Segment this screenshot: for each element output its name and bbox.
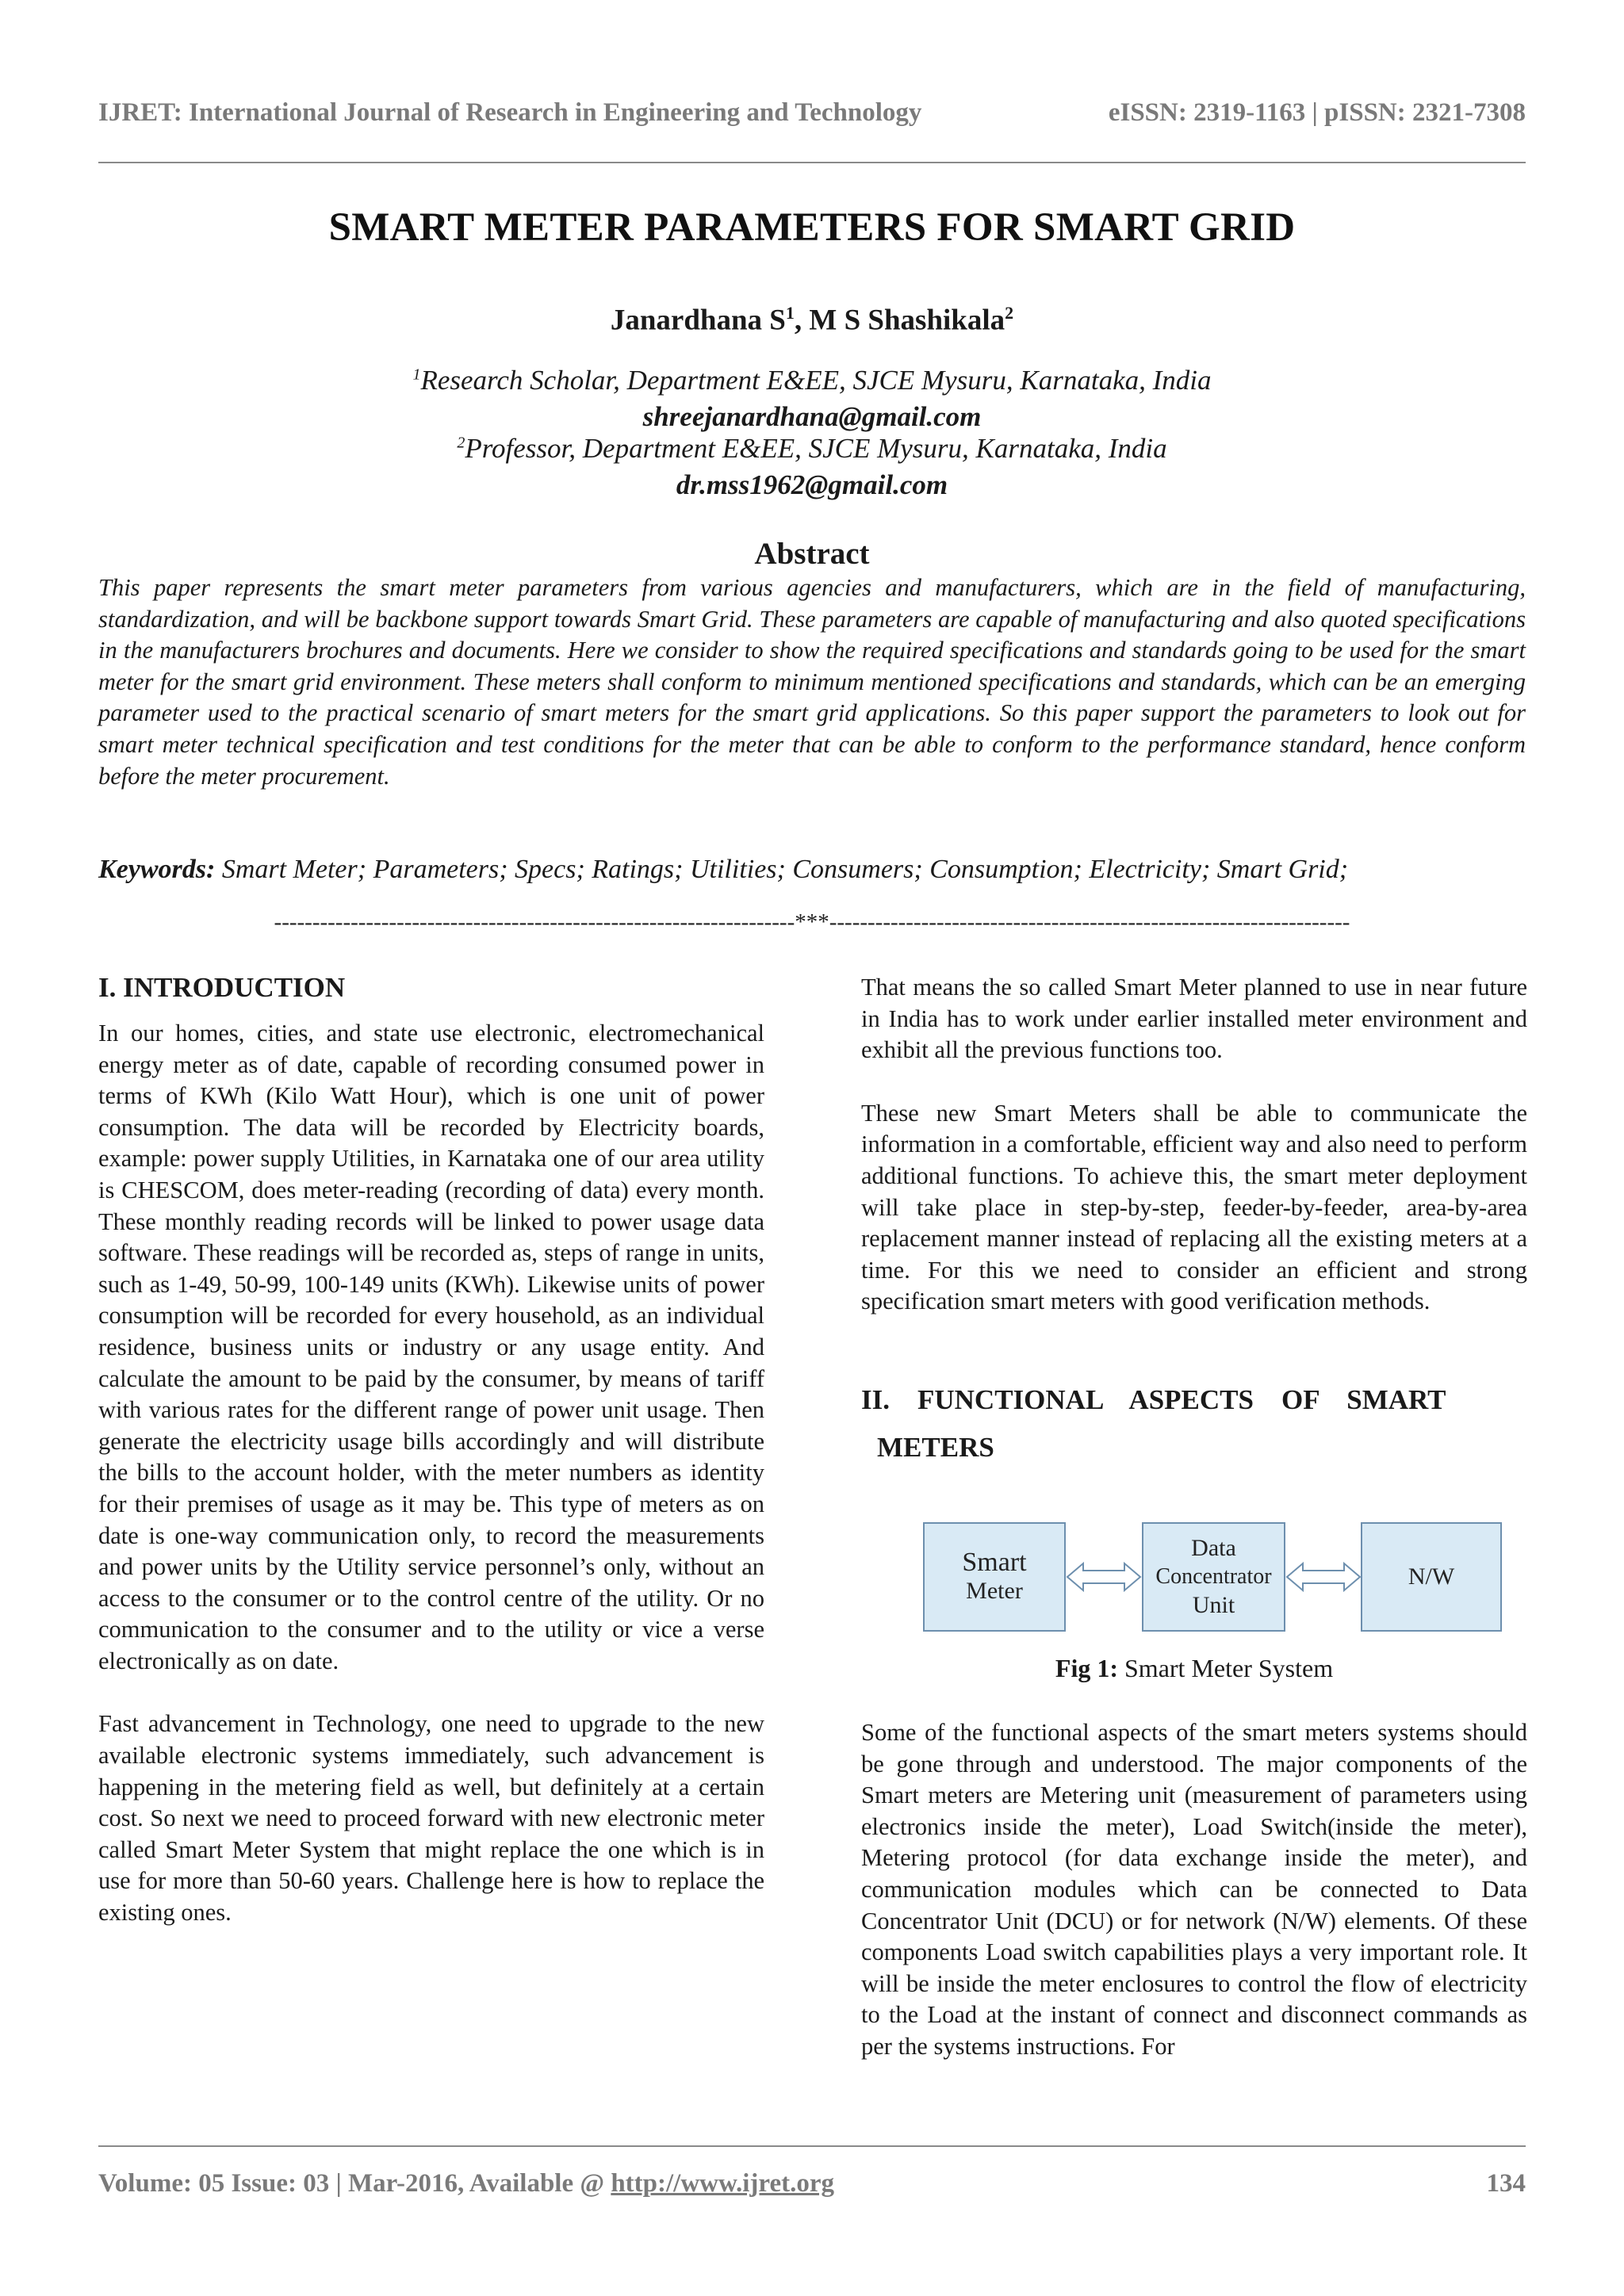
left-column xyxy=(98,972,764,1929)
abstract-text: This paper represents the smart meter parameters from various agencies and manufacturers, which are in the field of manufacturing, standardization, and will be backbone support towards Smart Grid. These parameters are capable of manufacturing and also quoted specifications in the manufacturers brochures and documents. Here we consider to show the required specifications and standards going to be used for the smart meter for the smart grid environment. These meters shall conform to minimum mentioned specifications and standards, which can be an emerging parameter used to the practical scenario of smart meters for the smart grid applications. So this paper support the parameters to look out for smart meter technical specification and test conditions for the meter that can be able to conform to the performance standard, hence conform before the meter procurement. xyxy=(98,574,1526,790)
affiliation-2-sup: 2 xyxy=(457,434,465,452)
dcu-label-1: Data xyxy=(1191,1535,1236,1561)
email-2: dr.mss1962@gmail.com xyxy=(676,469,948,500)
figure-1-caption xyxy=(861,1654,1527,1683)
right-column xyxy=(861,972,1527,1464)
intro-paragraph-1: In our homes, cities, and state use electronic, electromechanical energy meter as of date, capable of recording consumed power in terms of KWh (Kilo Watt Hour), which is one unit of power consumption. The data will be recorded by Electricity boards, example: power supply Utilities, in Karnataka one of our area utility is CHESCOM, does meter-reading (recording of data) every month. These monthly reading records will be linked to power usage data software. These readings will be recorded as, steps of range in units, such as 1-49, 50-99, 100-149 units (KWh). Likewise units of power consumption will be recorded for every household, as an individual residence, business units or industry or any usage entity. And calculate the amount to be paid by the consumer, by means of tariff with various rates for the different range of power unit usage. Then generate the electricity usage bills accordingly and will distribute the bills to the account holder, with the meter numbers as identity for their premises of usage as it may be. This type of meters as on date is one-way communication only, to record the measurements and power units by the Utility service personnel’s only, without an access to the consumer or to the control centre of the utility. Or no communication to the consumer and to the utility or vice a verse electronically as on date. xyxy=(98,1020,764,1674)
figure-1-diagram xyxy=(923,1522,1502,1635)
author-2: M S Shashikala xyxy=(809,304,1005,337)
section-2-heading-line2: METERS xyxy=(877,1431,994,1463)
affiliation-1-sup: 1 xyxy=(412,365,421,384)
affiliation-1 xyxy=(0,365,1624,396)
smart-meter-label-2: Meter xyxy=(966,1578,1023,1604)
right-column-continued xyxy=(861,1717,1527,2063)
dcu-label-3: Unit xyxy=(1192,1592,1235,1618)
data-concentrator-box xyxy=(1142,1522,1285,1632)
volume-info xyxy=(98,2169,834,2198)
section-1-heading: I. INTRODUCTION xyxy=(98,972,346,1003)
smart-meter-label-1: Smart xyxy=(962,1548,1027,1577)
keywords-text: Smart Meter; Parameters; Specs; Ratings; Utilities; Consumers; Consumption; Electricity; Smart Grid; xyxy=(215,855,1349,884)
section-2-heading-line1: II. FUNCTIONAL ASPECTS OF SMART xyxy=(861,1383,1446,1415)
caption-label: Fig 1: xyxy=(1055,1654,1118,1682)
caption-text: Smart Meter System xyxy=(1118,1654,1334,1682)
keywords xyxy=(98,855,1526,885)
header-rule xyxy=(98,162,1526,163)
author-2-sup: 2 xyxy=(1005,303,1014,323)
right-paragraph-1: That means the so called Smart Meter planned to use in near future in India has to work under earlier installed meter environment and exhibit all the previous functions too. xyxy=(861,974,1527,1064)
section-divider: --------------------------------------------------------------------***-------------------------------------------------------------------- xyxy=(274,909,1350,935)
journal-name: IJRET: International Journal of Research in Engineering and Technology xyxy=(98,98,922,127)
author-separator: , xyxy=(794,304,810,337)
page-number: 134 xyxy=(1486,2169,1526,2198)
smart-meter-box xyxy=(923,1522,1066,1632)
right-paragraph-2: These new Smart Meters shall be able to communicate the information in a comfortable, efficient way and also need to perform additional functions. To achieve this, the smart meter deployment will take place in step-by-step, feeder-by-feeder, area-by-area replacement manner instead of replacing all the existing meters at a time. For this we need to consider an efficient and strong specification smart meters with good verification methods. xyxy=(861,1099,1527,1315)
intro-paragraph-2: Fast advancement in Technology, one need to upgrade to the new available electronic systems immediately, such advancement is happening in the metering field as well, but definitely at a certain cost. So next we need to proceed forward with new electronic meter called Smart Meter System that might replace the one which is in use for more than 50-60 years. Challenge here is how to replace the existing ones. xyxy=(98,1710,764,1927)
email-1: shreejanardhana@gmail.com xyxy=(642,401,982,432)
right-paragraph-3: Some of the functional aspects of the smart meters systems should be gone through and understood. The major components of the Smart meters are Metering unit (measurement of parameters using electronics inside the meter), Load Switch(inside the meter), Metering protocol (for data exchange inside the meter), and communication modules which can be connected to Data Concentrator Unit (DCU) or for network (N/W) elements. Of these components Load switch capabilities plays a very important role. It will be inside the meter enclosures to control the flow of electricity to the Load at the instant of connect and disconnect commands as per the systems instructions. For xyxy=(861,1719,1527,2060)
author-1-sup: 1 xyxy=(785,303,795,323)
issn: eISSN: 2319-1163 | pISSN: 2321-7308 xyxy=(1108,98,1526,127)
footer-rule xyxy=(98,2145,1526,2147)
affiliation-2-text: Professor, Department E&EE, SJCE Mysuru, Karnataka, India xyxy=(465,433,1167,464)
volume-text: Volume: 05 Issue: 03 | Mar-2016, Available @ xyxy=(98,2169,611,2198)
bidirectional-arrow-icon xyxy=(1066,1560,1142,1594)
journal-link[interactable]: http://www.ijret.org xyxy=(611,2169,834,2198)
keywords-label: Keywords: xyxy=(98,855,216,884)
abstract-heading: Abstract xyxy=(754,537,870,571)
network-label: N/W xyxy=(1408,1563,1455,1590)
network-box xyxy=(1361,1522,1502,1632)
affiliation-2 xyxy=(0,433,1624,465)
author-1: Janardhana S xyxy=(610,304,786,337)
paper-title: SMART METER PARAMETERS FOR SMART GRID xyxy=(328,205,1296,250)
bidirectional-arrow-icon xyxy=(1285,1560,1362,1594)
authors xyxy=(0,303,1624,337)
dcu-label-2: Concentrator xyxy=(1155,1564,1272,1589)
affiliation-1-text: Research Scholar, Department E&EE, SJCE Mysuru, Karnataka, India xyxy=(420,365,1212,396)
